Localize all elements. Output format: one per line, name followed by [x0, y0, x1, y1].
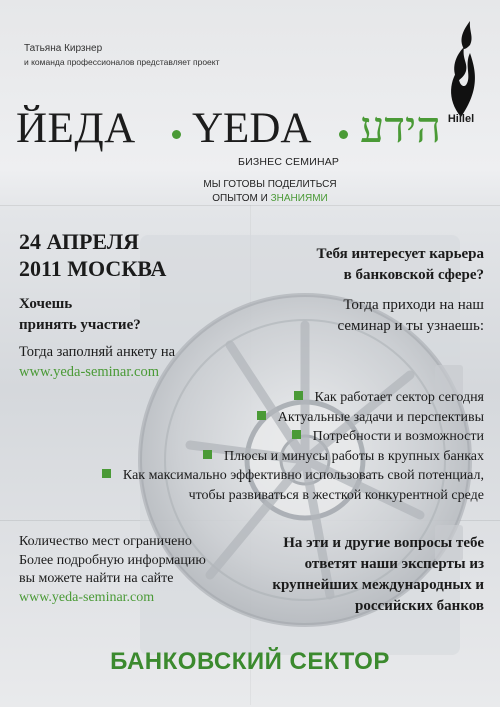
- participation-question-line1: Хочешь: [19, 296, 73, 312]
- career-question-line2: в банковской сфере?: [343, 267, 484, 283]
- info-block: [19, 533, 206, 607]
- experts-line3: крупнейших международных и: [272, 577, 484, 593]
- info-line3: вы можете найти на сайте: [19, 571, 174, 586]
- list-item: Как максимально эффективно использовать свой потенциал,: [102, 466, 484, 486]
- form-link[interactable]: www.yeda-seminar.com: [19, 364, 159, 380]
- topics-list: [102, 388, 484, 505]
- sector-title: БАНКОВСКИЙ СЕКТОР: [110, 648, 390, 675]
- list-item: Потребности и возможности: [102, 427, 484, 447]
- experts-block: [272, 533, 484, 617]
- participation-question: [19, 294, 141, 336]
- info-line1: Количество мест ограничено: [19, 534, 192, 549]
- list-item-continuation: чтобы развиваться в жесткой конкурентной среде: [188, 487, 484, 503]
- form-text: Тогда заполняй анкету на: [19, 344, 176, 360]
- author-subtitle: и команда профессионалов представляет проект: [24, 57, 220, 67]
- seminar-intro-line2: семинар и ты узнаешь:: [337, 318, 484, 334]
- list-item: Как работает сектор сегодня: [102, 388, 484, 408]
- event-date: 24 АПРЕЛЯ: [19, 229, 140, 254]
- title-separator-dot: [172, 130, 181, 139]
- title-separator-dot: [339, 130, 348, 139]
- career-question: [316, 244, 484, 286]
- bullet-square-icon: [203, 450, 212, 459]
- title-hebrew: הידע: [360, 105, 442, 152]
- form-block: [19, 342, 175, 382]
- experts-line1: На эти и другие вопросы тебе: [283, 535, 484, 551]
- info-link[interactable]: www.yeda-seminar.com: [19, 589, 155, 605]
- seminar-intro: [338, 295, 484, 337]
- list-item: Актуальные задачи и перспективы: [102, 408, 484, 428]
- logo-text: Hillel: [447, 113, 475, 125]
- info-line2: Более подробную информацию: [19, 552, 206, 568]
- experts-line4: российских банков: [355, 598, 484, 614]
- event-year-city: 2011 МОСКВА: [19, 256, 167, 281]
- experts-line2: ответят наши эксперты из: [304, 556, 484, 572]
- author-name: Татьяна Кирзнер: [24, 43, 103, 54]
- flame-logo-icon: [436, 14, 486, 124]
- bullet-square-icon: [294, 391, 303, 400]
- list-item: Плюсы и минусы работы в крупных банках: [102, 447, 484, 467]
- title-russian: ЙЕДА: [16, 105, 136, 152]
- tagline-line1: МЫ ГОТОВЫ ПОДЕЛИТЬСЯ: [203, 179, 337, 190]
- bullet-square-icon: [257, 411, 266, 420]
- participation-question-line2: принять участие?: [19, 317, 141, 333]
- bullet-square-icon: [292, 430, 301, 439]
- tagline: [190, 178, 350, 206]
- bullet-square-icon: [102, 469, 111, 478]
- tagline-prefix: ОПЫТОМ И: [212, 193, 271, 204]
- tagline-line2: [190, 192, 350, 206]
- subtitle: БИЗНЕС СЕМИНАР: [238, 156, 340, 168]
- career-question-line1: Тебя интересует карьера: [316, 246, 484, 262]
- tagline-highlight: ЗНАНИЯМИ: [270, 193, 328, 204]
- seminar-intro-line1: Тогда приходи на наш: [343, 297, 484, 313]
- title-english: YEDA: [192, 105, 312, 152]
